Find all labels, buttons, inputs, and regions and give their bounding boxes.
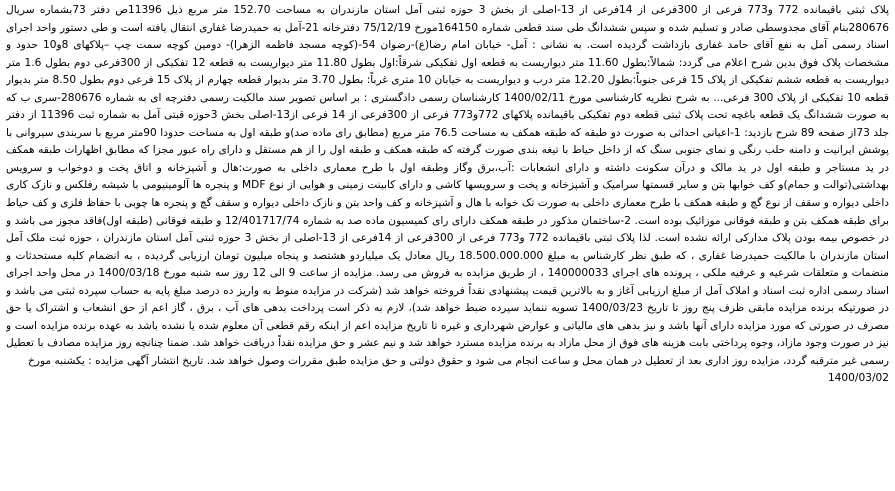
notice-body: پلاک ثبتی باقیمانده 772 و773 فرعی از 300فرعی از 14فرعی از 13-اصلی از بخش 3 حوزه ثبتی آمل استان مازندران به مساحت 152.70 متر مربع ذیل 11396ص دفتر 73بشماره سریال 280676بنام آقای مجدوسطی صادر و تسلیم شده و سپس ششدانگ طی سند قطعی شماره 164150مورخ 75/12/19 دفترخانه 21-آمل به حمیدرضا غفاری انتقال یافته است و طی دستور واحد اجرای اسناد رسمی آمل به نفع آقای حامد غفاری بازداشت گردیده است. به نشانی : آمل- خیابان امام رضا(ع)-رضوان 54-(کوچه مسجد فاطمه الزهرا)- دومین کوچه سمت چپ –پلاکهای 8و10 حدود و مشخصات پلاک فوق بدین شرح اعلام می گردد: شمالاً:بطول 11.60 متر دیواریست به قطعه اول تفکیکی شرقاً:اول بطول 11.80 متر دیواریست به قطعه 12 تفکیکی از 300فرعی دوم بطول 1.6 متر دیواریست به قطعه ششم تفکیکی از پلاک 15 فرعی جنوباً:بطول 12.20 متر درب و دیواریست به خیابان 10 متری غرباً: بطول 3.70 متر بدیوار قطعه چهارم از پلاک 15 فرعی دوم بطول 8.50 متر بدیوار قطعه 10 تفکیکی از پلاک 300 فرعی... به شرح نظریه کارشناسی مورخ 1400/02/11 کارشناسان رسمی دادگستری : بر اساس تصویر سند مالکیت رسمی دفترچه ای به شماره 280676-سری ب که به صورت ششدانگ یک قطعه باغچه تحت پلاک ثبتی قطعه دوم تفکیکی باقیمانده پلاکهای 772و773 فرعی از 300فرعی از 14 فرعی از13-اصلی بخش 3حوزه قبتی آمل به شماره ثبت 11396 از دفتر جلد 73از صفحه 89 شرح بازدید: 1-اعیانی احداثی به صورت دو طبقه که طبقه همکف به مساحت 76.5 متر مربع (مطابق رای ماده صد)و طبقه اول به مساحت حدودا 90متر مربع با سربندی سیروانی با پوشش ایرانیت و دامنه حلب رنگی و نمای جنوبی سنگ که از داخل حیاط با تیغه بندی صورت گرفته که طبقه همکف و طبقه اول را از هم مستقل و دارای راه عبور مجزا که مطابق اظهارات طبقه همکف در ید مستاجر و طبقه اول در ید مالک و درآن سکونت داشته و دارای انشعابات :آب،برق وگاز وطبقه اول با طرح معماری داخلی به صورت:هال و آشپزخانه و اتاق پخت و دوخواب و سرویس بهداشتی(توالت و حمام)و کف خوابها بتن و سایر قسمتها سرامیک و آشپزخانه و پخت و سرویسها کاشی و دارای کابینت زمینی و هوایی از نوع MDF و پنجره ها آلومینیومی با شیشه رفلکس و نازک کاری داخلی دیواره و سقف از نوع گچ و طبقه همکف با طرح معماری داخلی به صورت تک خوابه با هال و آشپزخانه و کف واحد بتن و نازک داخلی دیواره و سقف گچ و پنجره ها چوبی با حفاظ فلزی و کف حیاط برای طبقه همکف بتن و طبقه فوقانی موزائیک بوده است. 2-ساختمان مذکور در طبقه همکف دارای رای کمیسیون ماده صد به شماره 12/401717/74 و طبقه فوقانی (طبقه اول)فاقد مجوز می باشد و در خصوص بیمه بودن پلاک مدارکی ارائه نشده است. لذا پلاک ثبتی باقیمانده 772 و773 فرعی از 300فرعی از 14فرعی از 13-اصلی از بخش 3 حوزه ثبتی آمل استان مازندران ، حوزه ثبت ملک آمل استان مازندران با مالکیت حمیدرضا غفاری ، که طبق نظر کارشناس به مبلغ 18.500.000.000 ریال معادل یک میلیاردو هشتصد و پنجاه میلیون تومان ارزیابی گردیده ، به انضمام کلیه مستحدثات و منضمات و متعلقات شرعیه و عرفیه ملکی ، پرونده های اجرای 140000033 ، از طریق مزایده به فروش می رسد. مزایده از ساعت 9 الی 12 روز سه شنبه مورخ 1400/03/18 در محل واحد اجرای اسناد رسمی اداره ثبت اسناد و املاک آمل از مبلغ ارزیابی آغاز و به بالاترین قیمت پیشنهادی نقداً فروخته خواهد شد (شرکت در مزایده منوط به واریز ده درصد مبلغ پایه به حساب سپرده ثبتی می باشد و در صورتیکه برنده مزایده مابقی ظرف پنج روز تا تاریخ 1400/03/23 تسویه ننماید سپرده ضبط خواهد شد)، لازم به ذکر است پرداخت بدهی های آب ، برق ، گاز اعم از حق انشعاب و اشتراک یا حق مصرف در صورتی که مورد مزایده دارای آنها باشد و نیز بدهی های مالیاتی و عوارض شهرداری و غیره تا تاریخ مزایده اعم از اینکه رقم قطعی آن معلوم شده یا نشده باشد به عهده برنده مزایده است و نیز در صورت وجود مازاد، وجوه پرداختی بابت هزینه های فوق از محل مازاد به برنده مزایده مسترد خواهد شد و نیم عشر و حق مزایده نقداً دریافت خواهد شد. ضمنا چنانچه روز مزایده مصادف با تعطیل رسمی غیر مترقبه گردد، مزایده روز اداری بعد از تعطیل در همان محل و ساعت انجام می شود و حقوق دولتی و حق مزایده طبق مقررات وصول خواهد شد. تاریخ انتشار آگهی مزایده : یکشنبه مورخ xyxy=(6,4,889,367)
publish-date: 1400/03/02 xyxy=(827,372,889,385)
auction-notice xyxy=(6,2,889,489)
